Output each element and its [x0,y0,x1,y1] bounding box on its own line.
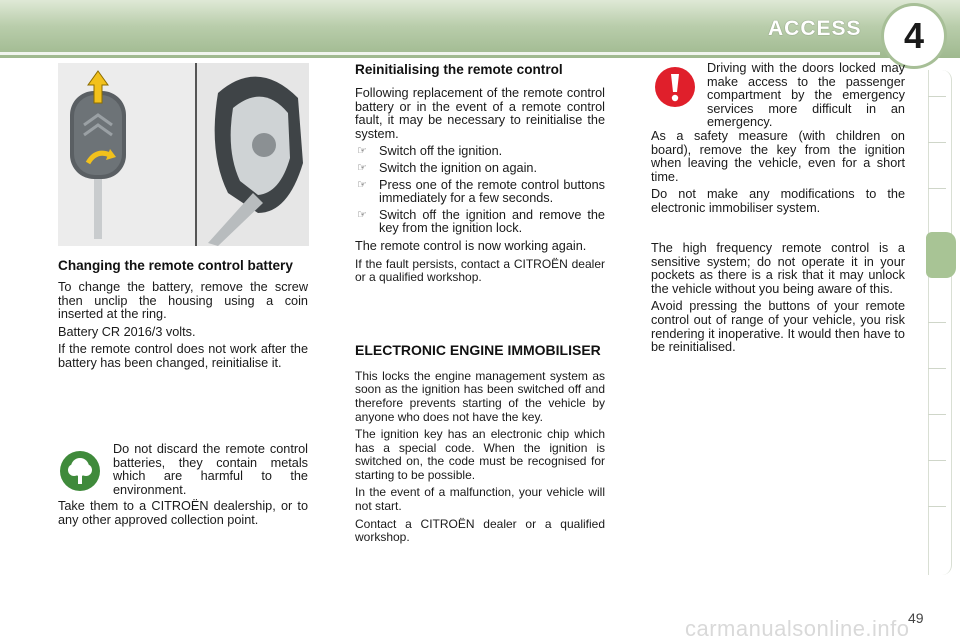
environment-follow [58,500,308,531]
remote-key-illustration [58,63,309,246]
battery-paragraph: To change the battery, remove the screw then unclip the housing using a coin inserted at the ring. [58,280,308,322]
immobiliser-paragraph: In the event of a malfunction, your vehicle will not start. [355,485,605,514]
chapter-number: 4 [903,15,925,56]
safety-children: As a safety measure (with children on board), remove the key from the ignition when leaving the vehicle, even for a short time. [651,129,905,184]
safety-section [651,130,905,220]
safety-modifications: Do not make any modifications to the electronic immobiliser system. [651,187,905,215]
spacer [355,289,605,343]
battery-paragraph: If the remote control does not work after the battery has been changed, reinitialise it. [58,342,308,370]
chapter-badge [884,6,944,66]
tab-divider [928,368,946,369]
immobiliser-heading: ELECTRONIC ENGINE IMMOBILISER [355,341,601,358]
page-header [0,0,960,58]
environment-note-text: Do not discard the remote control batteries, they contain metals which are harmful to the environment. [113,442,308,497]
reinit-heading: Reinitialising the remote control [355,62,563,77]
pointing-hand-icon: ☞ [357,178,367,191]
tree-icon [60,451,100,491]
tab-divider [928,414,946,415]
hf-paragraph: Avoid pressing the buttons of your remote control out of range of your vehicle, you risk rendering it inoperative. It would then have to be reinitialised. [651,299,905,355]
watermark: carmanualsonline.info [685,616,910,641]
safety-warning-text: Driving with the doors locked may make access to the passenger compartment by the emergency services more difficult in an emergency. [707,61,905,130]
tab-divider [928,506,946,507]
tab-divider [928,96,946,97]
reinit-section [355,62,605,549]
chapter-tab-active[interactable] [926,232,956,278]
reinit-intro: Following replacement of the remote control battery or in the event of a remote control fault, it may be necessary to reinitialise the system. [355,86,605,141]
environment-follow-text: Take them to a CITROËN dealership, or to any other approved collection point. [58,499,308,527]
tab-divider [928,142,946,143]
immobiliser-paragraph: The ignition key has an electronic chip which has a special code. When the ignition is switched on, the code must be recognised for starting to be possible. [355,427,605,482]
header-rule [0,52,880,55]
list-item: ☞ Switch off the ignition. [357,144,503,159]
pointing-hand-icon: ☞ [357,208,367,221]
safety-warning [707,62,905,134]
immobiliser-paragraph: Contact a CITROËN dealer or a qualified workshop. [355,516,605,545]
list-item: ☞ Switch off the ignition and remove the key from the ignition lock. [357,207,605,236]
reinit-steps [355,145,605,236]
reinit-fault: If the fault persists, contact a CITROËN dealer or a qualified workshop. [355,256,605,285]
battery-section [58,258,308,375]
hf-paragraph: The high frequency remote control is a sensitive system; do not operate it in your pockets as there is a risk that it may unlock the vehicle without you being aware of this. [651,241,905,296]
high-frequency-section [651,242,905,359]
tab-divider [928,322,946,323]
battery-paragraph: Battery CR 2016/3 volts. [58,324,196,339]
exclamation-icon [655,67,695,107]
page-number: 49 [908,610,924,626]
section-title: ACCESS [768,17,862,40]
battery-heading: Changing the remote control battery [58,258,293,273]
exclamation-glyph [668,72,682,102]
tab-divider [928,460,946,461]
immobiliser-paragraph: This locks the engine management system as soon as the ignition has been switched off and therefore prevents starting of the vehicle by anyone who does not have the key. [355,368,605,424]
pointing-hand-icon: ☞ [357,161,367,174]
reinit-result: The remote control is now working again. [355,238,587,253]
pointing-hand-icon: ☞ [357,145,367,158]
tab-divider [928,188,946,189]
list-item: ☞ Switch the ignition on again. [357,160,537,175]
photo-divider [195,63,197,246]
list-item: ☞ Press one of the remote control buttons immediately for a few seconds. [357,177,605,206]
tree-glyph [65,456,95,486]
environment-note [113,443,308,501]
remote-key-photo [58,63,309,246]
